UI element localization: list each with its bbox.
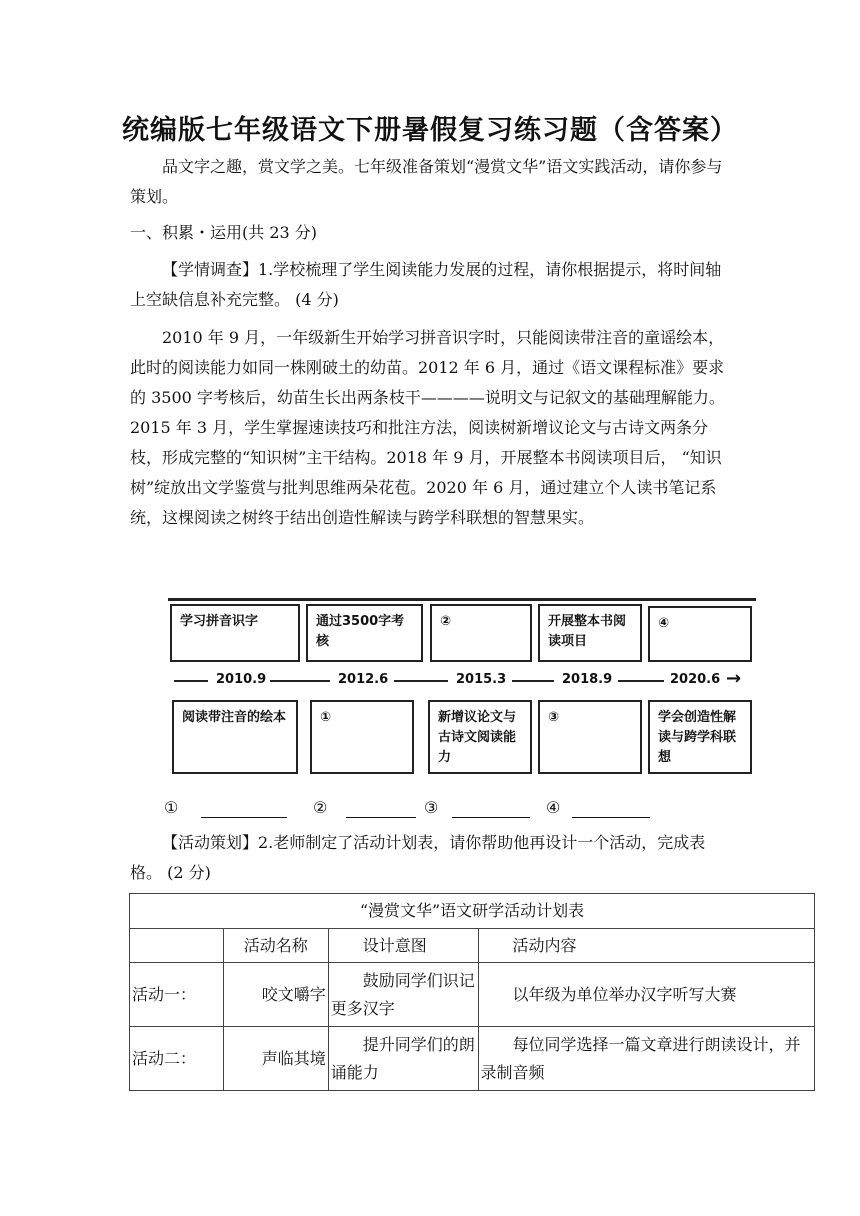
timeline-box-bottom-3: 新增议论文与古诗文阅读能力 [428,700,532,774]
table-caption: “漫赏文华”语文研学活动计划表 [130,894,815,929]
table-cell: 活动二： [130,1027,224,1091]
timeline-box-top-4: 开展整本书阅读项目 [538,604,642,662]
table-cell: 以年级为单位举办汉字听写大赛 [478,963,814,1027]
question-2: 【活动策划】2.老师制定了活动计划表，请你帮助他再设计一个活动，完成表格。 (2 分) [130,833,706,882]
table-header-cell: 活动名称 [223,929,328,963]
answer-blank-2[interactable] [346,817,416,818]
timeline-date-2: 2012.6 [338,672,389,687]
timeline-axis-segment [174,680,208,682]
timeline-date-1: 2010.9 [216,672,267,687]
table-row [130,963,815,1027]
table-cell: 鼓励同学们识记更多汉字 [328,963,478,1027]
blank-label-3: ③ [424,798,439,817]
activity-plan-table [129,893,815,1091]
section-heading: 一、积累・运用(共 23 分) [130,223,318,242]
answer-blank-1[interactable] [201,817,287,818]
answer-blank-4[interactable] [572,817,650,818]
blank-label-4: ④ [546,798,561,817]
timeline-axis-segment [512,680,554,682]
timeline-date-5: 2020.6 [670,672,721,687]
table-header-cell [130,929,224,963]
timeline-date-3: 2015.3 [456,672,507,687]
timeline-axis-segment [618,680,664,682]
table-cell: 提升同学们的朗诵能力 [328,1027,478,1091]
reading-timeline-diagram [166,598,758,780]
answer-blanks-row [0,798,860,822]
timeline-box-top-1: 学习拼音识字 [170,604,300,662]
table-cell: 声临其境 [223,1027,328,1091]
timeline-box-top-2: 通过3500字考核 [306,604,423,662]
blank-label-1: ① [164,798,179,817]
table-cell: 每位同学选择一篇文章进行朗读设计，并录制音频 [478,1027,814,1091]
passage-paragraph: 2010 年 9 月，一年级新生开始学习拼音识字时，只能阅读带注音的童谣绘本，此时的阅读能力如同一株刚破土的幼苗。2012 年 6 月，通过《语文课程标准》要求的 3500 字考核后，幼苗生长出两条枝干————说明文与记叙文的基础理解能力。2015 年 3 月，学生掌握速读技巧和批注方法，阅读树新增议论文与古诗文两条分枝，形成完整的“知识树”主干结构。2018 年 9 月，开展整本书阅读项目后， “知识树”绽放出文学鉴赏与批判思维两朵花苞。2020 年 6 月，通过建立个人读书笔记系统，这棵阅读之树终于结出创造性解读与跨学科联想的智慧果实。 [130,328,725,527]
timeline-date-4: 2018.9 [562,672,613,687]
table-cell: 咬文嚼字 [223,963,328,1027]
timeline-axis-segment [270,680,330,682]
timeline-box-bottom-5: 学会创造性解读与跨学科联想 [648,700,752,774]
question-1: 【学情调查】1.学校梳理了学生阅读能力发展的过程，请你根据提示，将时间轴上空缺信息补充完整。 (4 分) [130,260,722,309]
page-title: 统编版七年级语文下册暑假复习练习题（含答案） [122,115,738,146]
timeline-box-bottom-2: ① [310,700,414,774]
table-header-cell: 活动内容 [478,929,814,963]
answer-blank-3[interactable] [452,817,530,818]
table-header-row [130,929,815,963]
timeline-box-bottom-4: ③ [538,700,642,774]
timeline-axis-segment [394,680,448,682]
timeline-top-rule [168,598,756,601]
timeline-box-top-5: ④ [648,606,752,662]
timeline-arrow-icon: → [726,668,742,689]
blank-label-2: ② [313,798,328,817]
table-cell: 活动一： [130,963,224,1027]
timeline-box-top-3: ② [430,604,532,662]
timeline-box-bottom-1: 阅读带注音的绘本 [172,700,298,774]
table-row [130,1027,815,1091]
table-header-cell: 设计意图 [328,929,478,963]
intro-paragraph: 品文字之趣，赏文学之美。七年级准备策划“漫赏文华”语文实践活动，请你参与策划。 [130,157,723,206]
